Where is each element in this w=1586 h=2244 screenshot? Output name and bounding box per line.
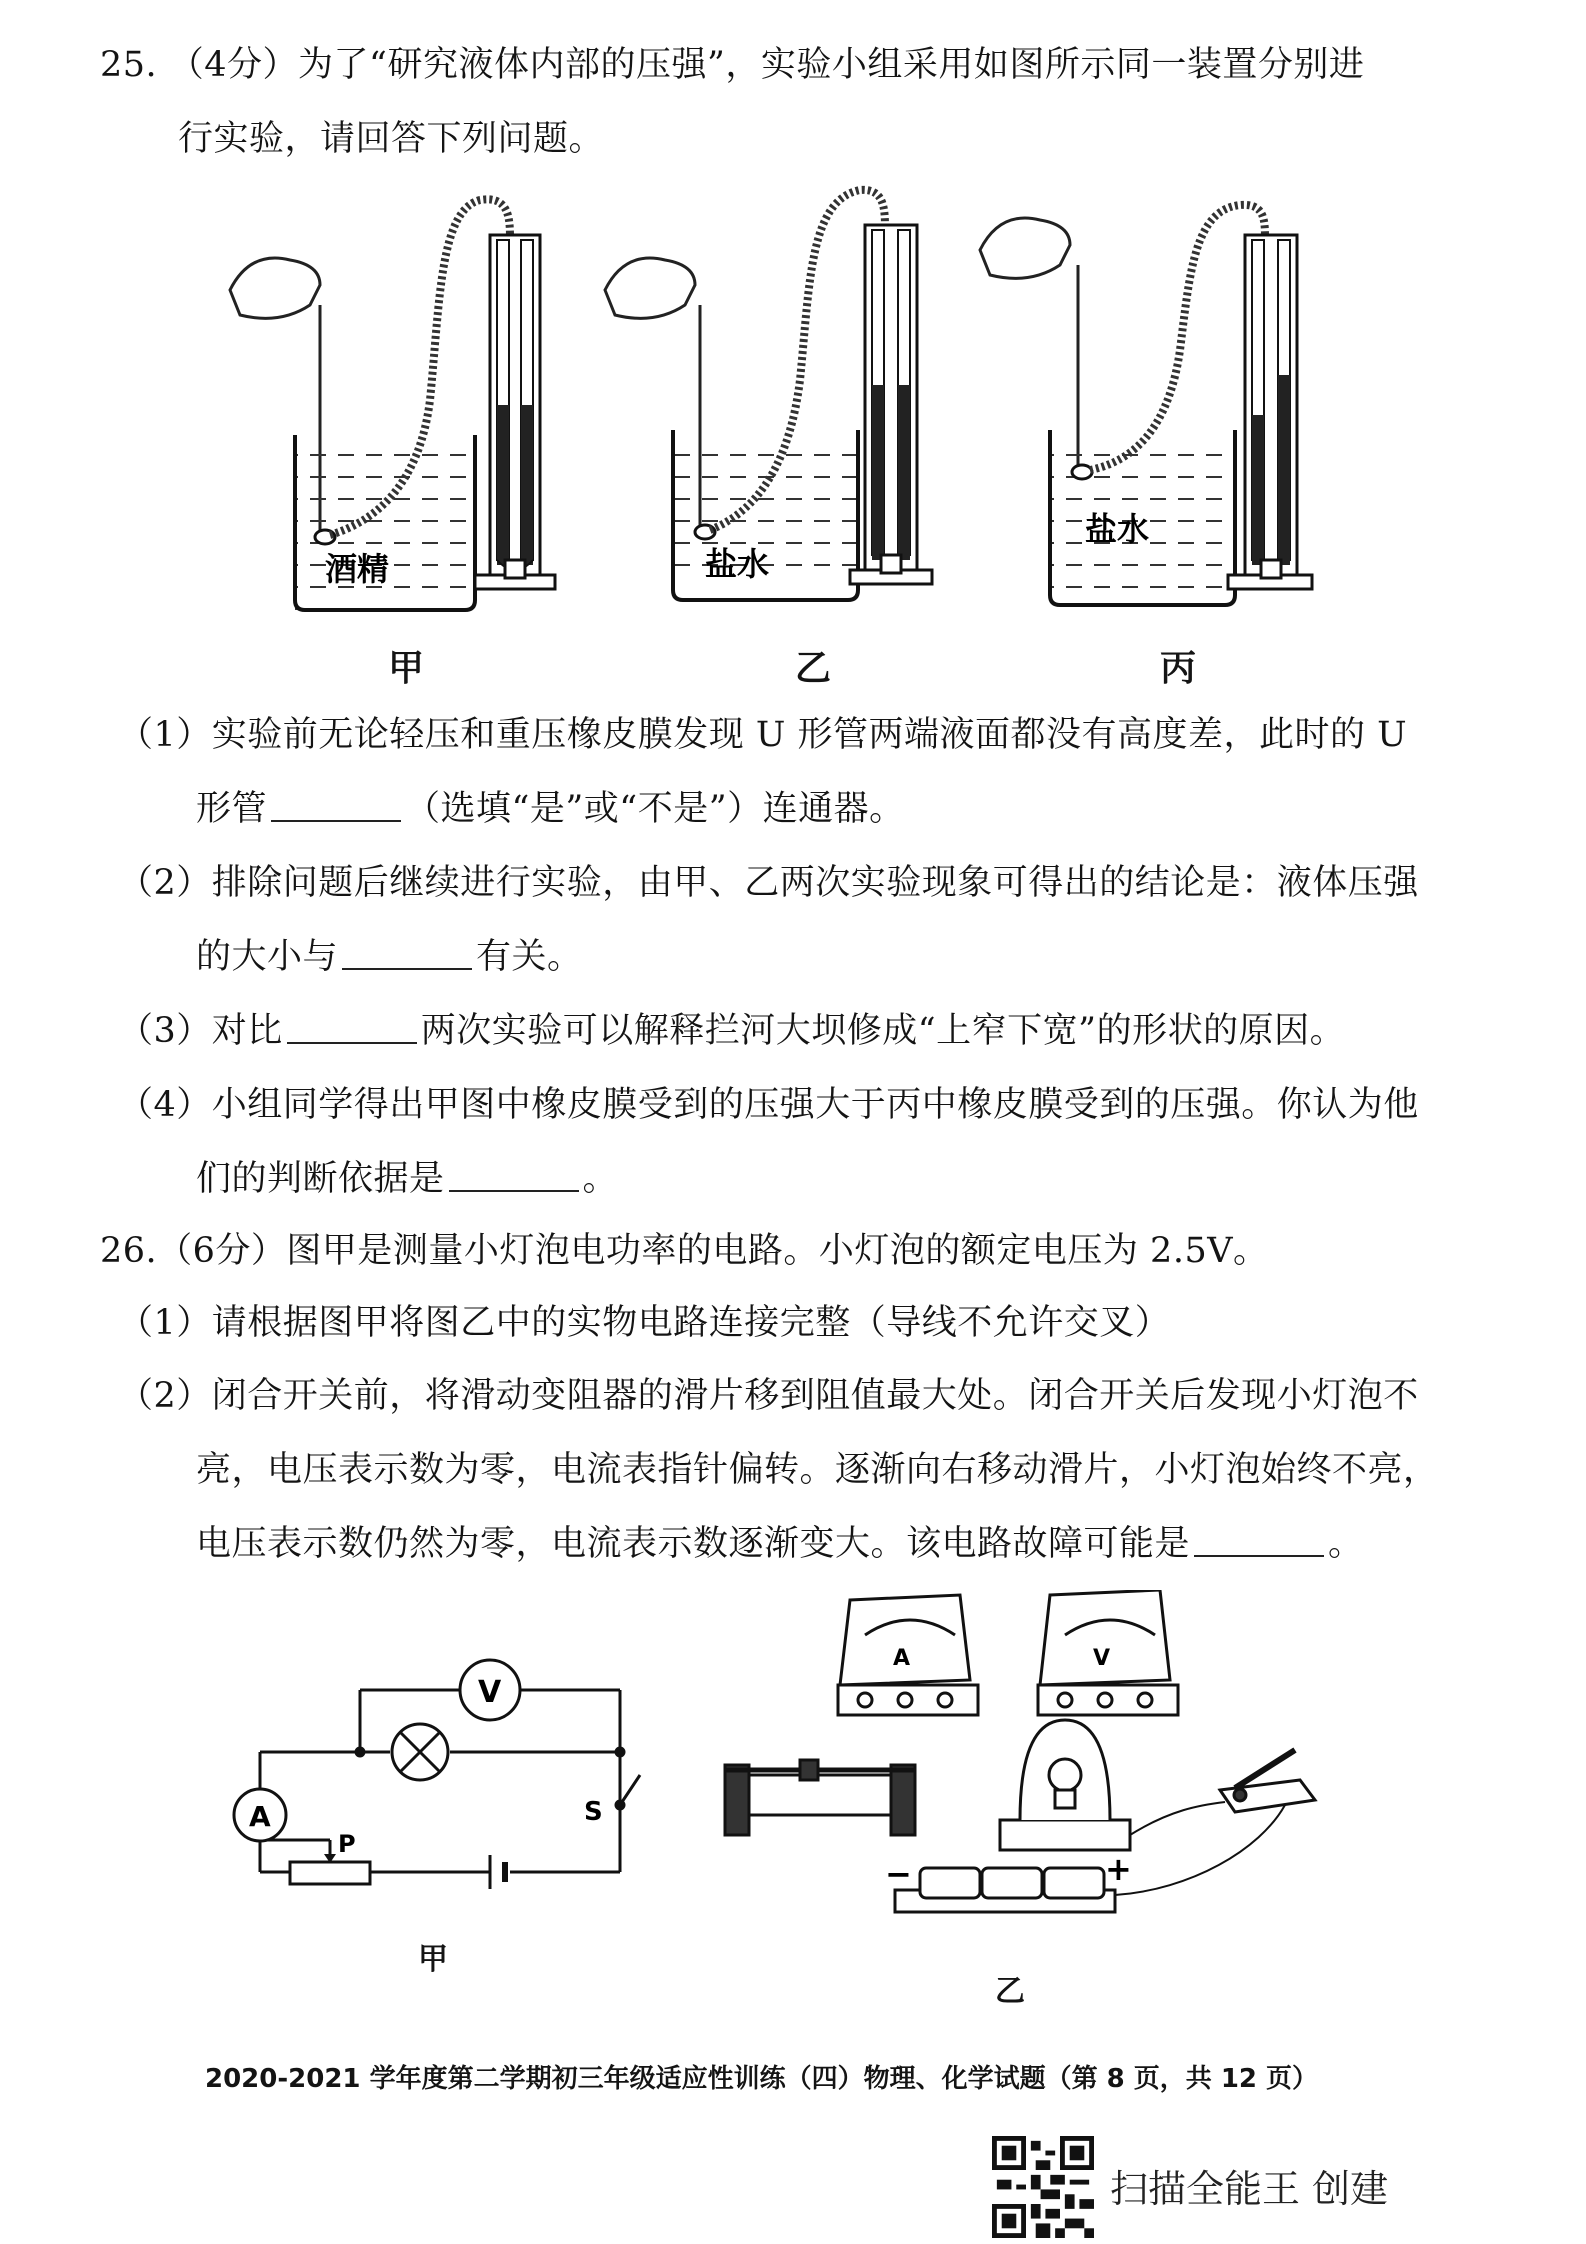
caption-yi: 乙 bbox=[795, 648, 832, 689]
answer-blank-2[interactable] bbox=[342, 938, 472, 970]
battery-plus-sign: + bbox=[1105, 1850, 1132, 1888]
q26-part2-line1: （2）闭合开关前，将滑动变阻器的滑片移到阻值最大处。闭合开关后发现小灯泡不 bbox=[118, 1376, 1419, 1416]
voltmeter-label: V bbox=[478, 1675, 502, 1710]
ammeter-device-label: A bbox=[893, 1646, 911, 1671]
apparatus-yi bbox=[605, 190, 932, 600]
q26-part2-line2: 亮，电压表示数为零，电流表指针偏转。逐渐向右移动滑片，小灯泡始终不亮， bbox=[196, 1450, 1439, 1490]
q25-part1-line2: 形管 （选填“是”或“不是”）连通器。 bbox=[196, 789, 905, 829]
caption-jia: 甲 bbox=[388, 648, 425, 689]
beaker-label-yi: 盐水 bbox=[705, 545, 770, 583]
switch-device bbox=[1220, 1750, 1315, 1812]
page-footer: 2020-2021 学年度第二学期初三年级适应性训练（四）物理、化学试题（第 8 页，共 12 页） bbox=[205, 2064, 1319, 2094]
q25-part4-line2: 们的判断依据是 。 bbox=[196, 1159, 619, 1199]
physical-circuit-yi bbox=[720, 1590, 1340, 1950]
q26-stem: 26.（6分）图甲是测量小灯泡电功率的电路。小灯泡的额定电压为 2.5V。 bbox=[100, 1231, 1269, 1271]
qr-code-icon bbox=[992, 2136, 1094, 2238]
q25-stem-line1: 25. （4分）为了“研究液体内部的压强”，实验小组采用如图所示同一装置分别进 bbox=[100, 45, 1365, 85]
caption-circuit-yi: 乙 bbox=[995, 1974, 1025, 2009]
q25-stem-line2: 行实验，请回答下列问题。 bbox=[178, 119, 605, 159]
scanner-credit: 扫描全能王 创建 bbox=[1110, 2167, 1389, 2211]
q25-part4-line1: （4）小组同学得出甲图中橡皮膜受到的压强大于丙中橡皮膜受到的压强。你认为他 bbox=[118, 1085, 1419, 1125]
answer-blank-4[interactable] bbox=[449, 1160, 579, 1192]
caption-circuit-jia: 甲 bbox=[418, 1942, 448, 1977]
q25-part2-line2: 的大小与 有关。 bbox=[196, 937, 583, 977]
pressure-experiment-figure bbox=[0, 180, 1586, 720]
apparatus-bing bbox=[980, 205, 1312, 605]
q25-part1-line1: （1）实验前无论轻压和重压橡皮膜发现 U 形管两端液面都没有高度差，此时的 U bbox=[118, 715, 1408, 755]
switch-label: S bbox=[584, 1797, 603, 1827]
q26-part2-line3: 电压表示数仍然为零，电流表示数逐渐变大。该电路故障可能是 。 bbox=[196, 1524, 1364, 1564]
slider-label: P bbox=[338, 1830, 356, 1858]
voltmeter-device-label: V bbox=[1093, 1646, 1111, 1671]
q26-part1: （1）请根据图甲将图乙中的实物电路连接完整（导线不允许交叉） bbox=[118, 1303, 1171, 1343]
beaker-label-bing: 盐水 bbox=[1085, 510, 1150, 548]
beaker-label-jia: 酒精 bbox=[325, 550, 390, 588]
rheostat-device bbox=[725, 1760, 915, 1835]
circuit-diagram-jia bbox=[220, 1640, 680, 1910]
answer-blank-1[interactable] bbox=[271, 790, 401, 822]
ammeter-label: A bbox=[249, 1800, 271, 1833]
q25-part3: （3）对比 两次实验可以解释拦河大坝修成“上窄下宽”的形状的原因。 bbox=[118, 1011, 1346, 1051]
battery-minus-sign: − bbox=[885, 1855, 912, 1893]
caption-bing: 丙 bbox=[1160, 648, 1197, 689]
battery-device bbox=[895, 1868, 1115, 1912]
apparatus-jia bbox=[230, 199, 555, 610]
q25-part2-line1: （2）排除问题后继续进行实验，由甲、乙两次实验现象可得出的结论是：液体压强 bbox=[118, 863, 1419, 903]
answer-blank-5[interactable] bbox=[1194, 1525, 1324, 1557]
lamp-device bbox=[1000, 1720, 1130, 1850]
answer-blank-3[interactable] bbox=[287, 1012, 417, 1044]
